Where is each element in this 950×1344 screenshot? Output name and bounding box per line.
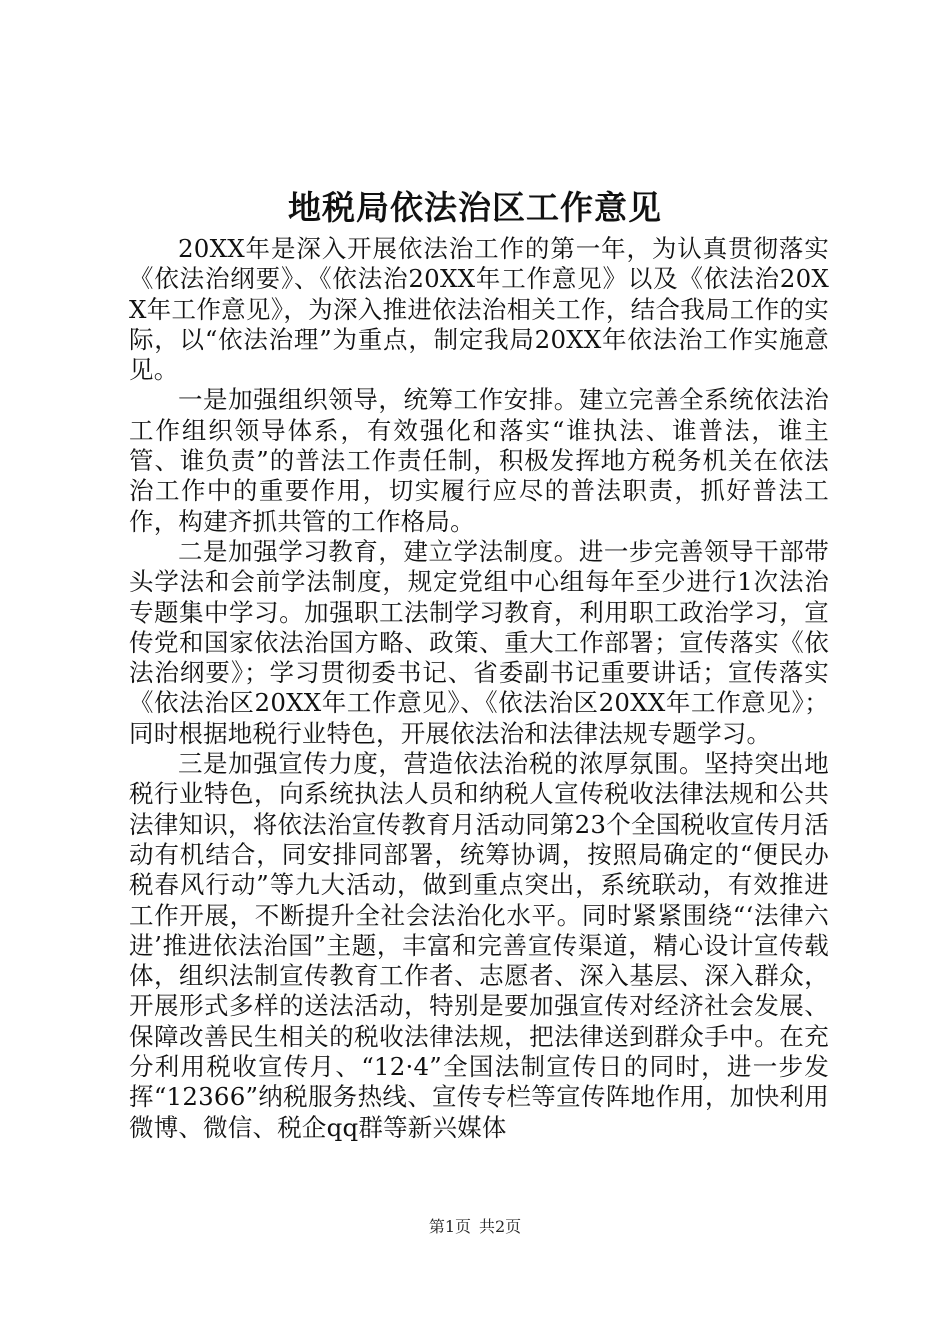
page-number: 第1页 <box>428 1217 471 1236</box>
document-title: 地税局依法治区工作意见 <box>288 188 662 227</box>
document-body <box>129 234 829 1143</box>
page-total: 共2页 <box>479 1217 522 1236</box>
paragraph-intro: 20XX年是深入开展依法治工作的第一年，为认真贯彻落实《依法治纲要》、《依法治20XX年工作意见》以及《依法治20XX年工作意见》，为深入推进依法治相关工作，结合我局工作的实际，以“依法治理”为重点，制定我局20XX年依法治工作实施意见。 <box>129 234 829 385</box>
paragraph-publicity: 三是加强宣传力度，营造依法治税的浓厚氛围。坚持突出地税行业特色，向系统执法人员和纳税人宣传税收法律法规和公共法律知识，将依法治宣传教育月活动同第23个全国税收宣传月活动有机结合，同安排同部署，统筹协调，按照局确定的“便民办税春风行动”等九大活动，做到重点突出，系统联动，有效推进工作开展，不断提升全社会法治化水平。同时紧紧围绕“‘法律六进’推进依法治国”主题，丰富和完善宣传渠道，精心设计宣传载体，组织法制宣传教育工作者、志愿者、深入基层、深入群众，开展形式多样的送法活动，特别是要加强宣传对经济社会发展、保障改善民生相关的税收法律法规，把法律送到群众手中。在充分利用税收宣传月、“12·4”全国法制宣传日的同时，进一步发挥“12366”纳税服务热线、宣传专栏等宣传阵地作用，加快利用微博、微信、税企qq群等新兴媒体 <box>129 749 829 1142</box>
paragraph-study: 二是加强学习教育，建立学法制度。进一步完善领导干部带头学法和会前学法制度，规定党组中心组每年至少进行1次法治专题集中学习。加强职工法制学习教育，利用职工政治学习，宣传党和国家依法治国方略、政策、重大工作部署；宣传落实《依法治纲要》；学习贯彻委书记、省委副书记重要讲话；宣传落实《依法治区20XX年工作意见》、《依法治区20XX年工作意见》；同时根据地税行业特色，开展依法治和法律法规专题学习。 <box>129 536 829 748</box>
paragraph-organization: 一是加强组织领导，统筹工作安排。建立完善全系统依法治工作组织领导体系，有效强化和落实“谁执法、谁普法，谁主管、谁负责”的普法工作责任制，积极发挥地方税务机关在依法治工作中的重要作用，切实履行应尽的普法职责，抓好普法工作，构建齐抓共管的工作格局。 <box>129 385 829 536</box>
page-footer <box>0 1215 950 1239</box>
